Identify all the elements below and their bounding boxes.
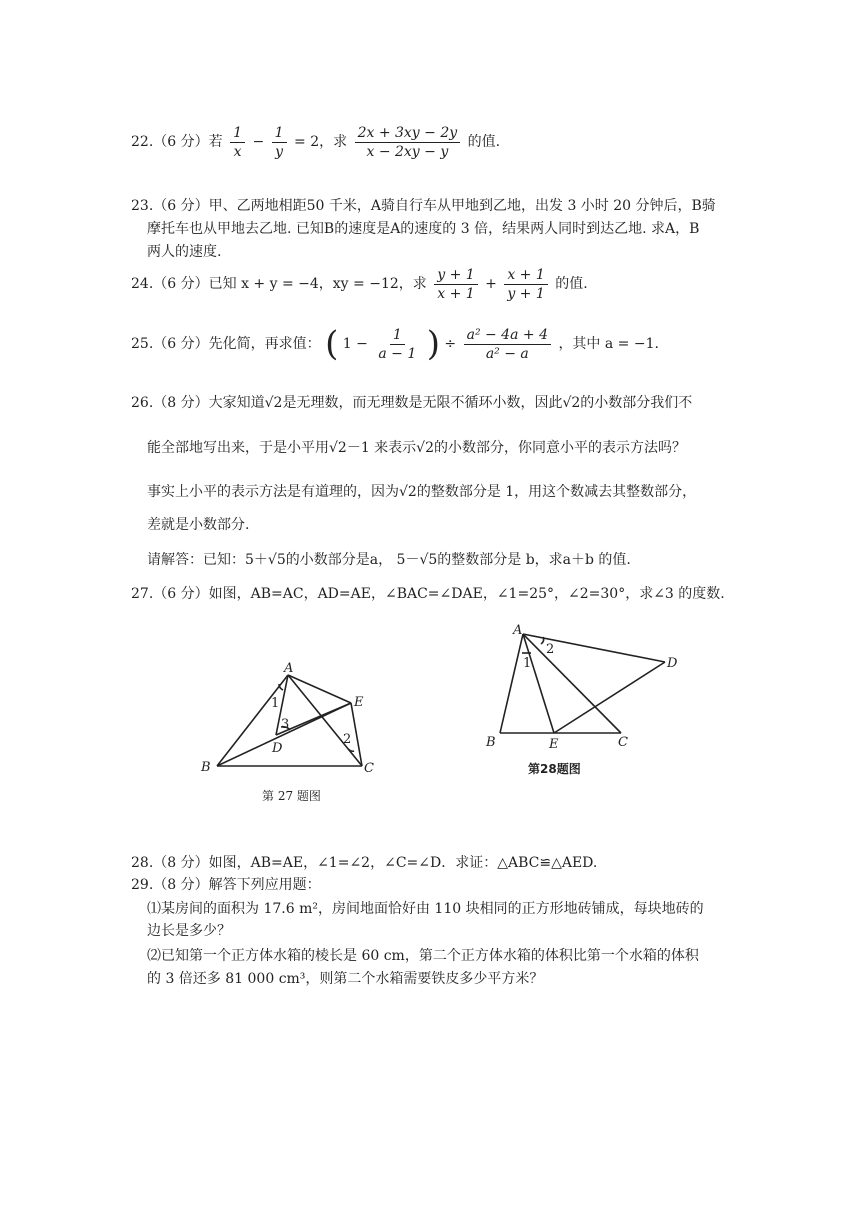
q24-plus: + bbox=[485, 276, 497, 292]
q25-left-paren: ( bbox=[325, 324, 339, 364]
q25-right-paren: ) bbox=[426, 324, 440, 364]
q25-fraction-1: $\frac{1}{a - 1}$ bbox=[378, 326, 417, 362]
q29-part1-line-a: ⑴某房间的面积为 17.6 m²，房间地面恰好由 110 块相同的正方形地砖铺成，每块地砖的 bbox=[147, 901, 704, 917]
q24-head: 24.（6 分）已知 x + y = −4，xy = −12，求 bbox=[131, 276, 427, 292]
q22-fraction-3: $\frac{2x + 3xy - 2y}{x - 2xy - y}$ bbox=[355, 124, 461, 161]
q25-one-minus: 1 − bbox=[342, 336, 368, 352]
q25-head: 25.（6 分）先化简，再求值： bbox=[131, 336, 321, 352]
question-28: 28.（8 分）如图，AB=AE，∠1=∠2，∠C=∠D．求证：△ABC≌△AED. bbox=[131, 855, 598, 871]
fig28-label-C: C bbox=[618, 735, 628, 750]
q22-tail: 的值. bbox=[467, 134, 501, 150]
q26-line-3: 事实上小平的表示方法是有道理的，因为√2的整数部分是 1，用这个数减去其整数部分， bbox=[147, 484, 697, 500]
q29-part2-line-b: 的 3 倍还多 81 000 cm³，则第二个水箱需要铁皮多少平方米？ bbox=[147, 971, 544, 987]
q25-tail: ，其中 a = −1. bbox=[558, 336, 659, 352]
q25-fraction-2: $\frac{\text{a² − 4a + 4}}{\text{a² − a}}$ bbox=[464, 326, 551, 363]
q24-tail: 的值. bbox=[555, 276, 588, 292]
q25-divide: ÷ bbox=[444, 336, 457, 352]
question-27: 27.（6 分）如图，AB=AC，AD=AE，∠BAC=∠DAE，∠1=25°，∠2=30°，求∠3 的度数. bbox=[131, 586, 725, 602]
q23-line-3: 两人的速度. bbox=[147, 244, 222, 260]
q29-part2-line-a: ⑵已知第一个正方体水箱的棱长是 60 cm，第二个正方体水箱的体积比第一个水箱的体积 bbox=[147, 948, 699, 964]
q29-part1-line-b: 边长是多少？ bbox=[147, 923, 231, 939]
fig28-caption: 第28题图 bbox=[528, 762, 581, 776]
fig28-angle-1: 1 bbox=[523, 656, 532, 671]
fig27-label-D: D bbox=[272, 741, 283, 756]
q26-line-5: 请解答：已知：5＋√5的小数部分是a， 5－√5的整数部分是 b，求a＋b 的值. bbox=[147, 552, 631, 568]
q24-fraction-2: $\frac{x + 1}{y + 1}$ bbox=[504, 266, 547, 303]
q22-fraction-2: $\frac{1}{y}$ bbox=[272, 124, 287, 161]
fig27-angle-2: 2 bbox=[343, 732, 352, 747]
q22-number: 22.（6 分）若 bbox=[131, 134, 223, 150]
q26-line-2: 能全部地写出来，于是小平用√2－1 来表示√2的小数部分，你同意小平的表示方法吗？ bbox=[147, 440, 687, 456]
fig28-label-D: D bbox=[667, 656, 678, 671]
fig27-label-A: A bbox=[284, 661, 294, 676]
q22-equals: = 2，求 bbox=[294, 134, 348, 150]
fig28-label-A: A bbox=[513, 623, 523, 638]
fig28-label-E: E bbox=[549, 737, 559, 752]
fig27-caption: 第 27 题图 bbox=[262, 789, 321, 803]
fig27-angle-3: 3 bbox=[281, 717, 290, 732]
fig27-label-E: E bbox=[354, 695, 364, 710]
q24-fraction-1: $\frac{y + 1}{x + 1}$ bbox=[434, 266, 477, 303]
fig28-label-B: B bbox=[486, 735, 496, 750]
fig27-label-C: C bbox=[364, 761, 374, 776]
fig27-label-B: B bbox=[201, 760, 211, 775]
fig27-angle-1: 1 bbox=[271, 696, 280, 711]
q22-fraction-1: $\frac{1}{x}$ bbox=[230, 124, 245, 161]
q26-line-4: 差就是小数部分. bbox=[147, 517, 250, 533]
q23-line-1: 23.（6 分）甲、乙两地相距50 千米，A骑自行车从甲地到乙地，出发 3 小时 20 分钟后，B骑 bbox=[131, 198, 716, 214]
q23-line-2: 摩托车也从甲地去乙地. 已知B的速度是A的速度的 3 倍，结果两人同时到达乙地. 求A，B bbox=[147, 221, 700, 237]
q29-head: 29.（8 分）解答下列应用题： bbox=[131, 877, 321, 893]
fig28-angle-2: 2 bbox=[546, 642, 555, 657]
q26-line-1: 26.（8 分）大家知道√2是无理数，而无理数是无限不循环小数，因此√2的小数部分我们不 bbox=[131, 395, 693, 411]
q22-minus: − bbox=[252, 134, 265, 150]
